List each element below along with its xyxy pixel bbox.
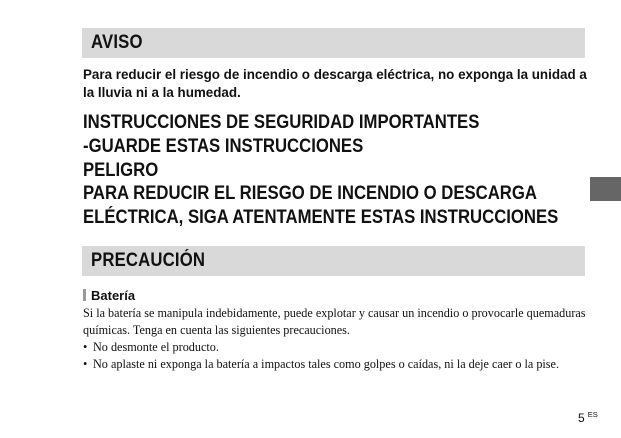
aviso-title: AVISO	[91, 32, 143, 53]
safety-line: ELÉCTRICA, SIGA ATENTAMENTE ESTAS INSTRUCCIONES	[83, 207, 559, 229]
page-number	[578, 410, 598, 425]
precaucion-banner	[82, 246, 585, 276]
safety-line: -GUARDE ESTAS INSTRUCCIONES	[83, 135, 364, 157]
page-number-value: 5	[578, 411, 585, 425]
list-item: • No aplaste ni exponga la batería a impactos tales como golpes o caídas, ni la deje caer o la pise.	[83, 356, 588, 373]
battery-body	[83, 305, 588, 373]
safety-line: INSTRUCCIONES DE SEGURIDAD IMPORTANTES	[83, 112, 480, 133]
language-code: ES	[587, 410, 598, 419]
battery-precautions-list	[83, 339, 588, 373]
aviso-banner	[82, 28, 585, 58]
battery-intro: Si la batería se manipula indebidamente, puede explotar y causar un incendio o provocarle quemaduras químicas. Tenga en cuenta las siguientes precauciones.	[83, 306, 586, 337]
battery-heading-label: Batería	[91, 288, 136, 303]
battery-heading	[83, 287, 135, 304]
heading-marker	[83, 289, 86, 301]
safety-line: PELIGRO	[83, 159, 159, 181]
safety-line: PARA REDUCIR EL RIESGO DE INCENDIO O DESCARGA	[83, 183, 537, 205]
list-item: • No desmonte el producto.	[83, 339, 588, 356]
side-tab-marker	[590, 177, 621, 201]
precaucion-title: PRECAUCIÓN	[91, 250, 206, 271]
aviso-text: Para reducir el riesgo de incendio o descarga eléctrica, no exponga la unidad a la lluvia ni a la humedad.	[83, 67, 587, 100]
safety-instructions	[83, 111, 603, 230]
